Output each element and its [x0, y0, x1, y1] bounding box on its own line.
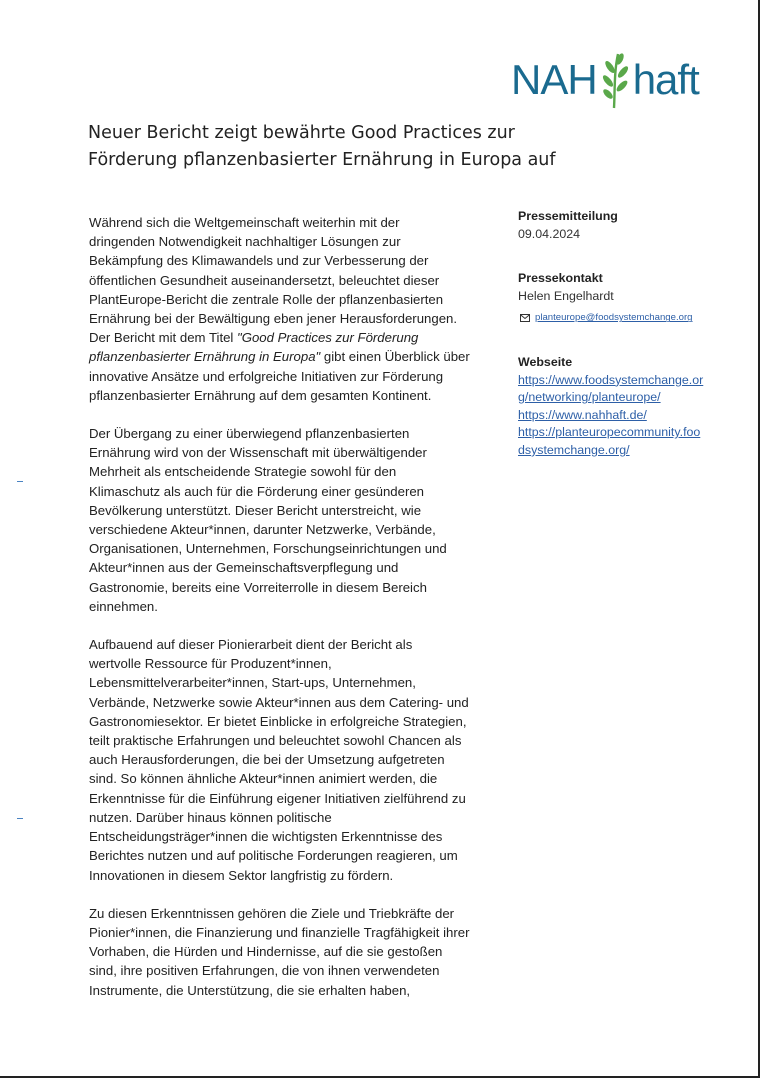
text-line: Instrumente, die Unterstützung, die sie erhalten haben,	[89, 982, 411, 998]
website-link-foodsystemchange-cont[interactable]: g/networking/planteurope/	[518, 390, 661, 405]
text-line: einnehmen.	[89, 598, 158, 614]
press-contact	[518, 270, 718, 327]
leaf-icon	[598, 50, 632, 110]
logo-text-left: NAH	[511, 56, 597, 103]
text-line: Lebensmittelverarbeiter*innen, Start-ups, Unternehmen,	[89, 675, 416, 691]
release-date: 09.04.2024	[518, 226, 581, 241]
website-info	[518, 354, 718, 460]
paragraph-1	[89, 213, 489, 405]
website-link-foodsystemchange[interactable]: https://www.foodsystemchange.or	[518, 372, 704, 387]
text-line: Pionier*innen, die Finanzierung und finanzielle Tragfähigkeit ihrer	[89, 924, 470, 940]
text-line: Bekämpfung des Klimawandels und zur Verbesserung der	[89, 253, 429, 269]
text-line: Erkenntnisse für die Einführung eigener Initiativen zielführend zu	[89, 790, 466, 806]
press-heading: Pressemitteilung	[518, 209, 618, 223]
paragraph-3	[89, 635, 489, 885]
text-line: wertvolle Ressource für Produzent*innen,	[89, 656, 332, 672]
text-line: öffentlichen Gesundheit auseinandersetzt, beleuchtet dieser	[89, 272, 440, 288]
text-line: pflanzenbasierter Ernährung in Europa" gibt einen Überblick über	[89, 349, 470, 365]
margin-marker	[17, 818, 23, 819]
text-line: Entscheidungsträger*innen die wichtigsten Erkenntnisse des	[89, 829, 443, 845]
mail-icon	[520, 314, 530, 322]
text-line: Mehrheit als entscheidende Strategie sowohl für den	[89, 464, 397, 480]
paragraph-2	[89, 424, 489, 616]
text-line: PlantEurope-Bericht die zentrale Rolle der pflanzenbasierten	[89, 291, 444, 307]
text-line: Gastronomiesektor. Er bietet Einblicke in erfolgreiche Strategien,	[89, 713, 467, 729]
text-line: pflanzenbasierter Ernährung auf dem gesamten Kontinent.	[89, 387, 432, 403]
text-line: nutzen. Darüber hinaus können politische	[89, 809, 332, 825]
text-line: Während sich die Weltgemeinschaft weiterhin mit der	[89, 215, 400, 230]
text-line: Zu diesen Erkenntnissen gehören die Ziele und Triebkräfte der	[89, 905, 455, 921]
website-heading: Webseite	[518, 354, 573, 369]
text-line: Gastronomie, bereits eine Vorreiterrolle in diesem Bereich	[89, 579, 427, 595]
contact-name: Helen Engelhardt	[518, 288, 614, 303]
text-line: Aufbauend auf dieser Pionierarbeit dient der Bericht als	[89, 637, 413, 653]
sidebar	[518, 208, 718, 487]
text-line: teilt praktische Erfahrungen und beleuchtet sowohl Chancen als	[89, 733, 462, 749]
logo-text-right: haft	[632, 56, 699, 103]
nahhaft-logo	[511, 50, 699, 110]
text-line: verschiedene Akteur*innen, darunter Netzwerke, Verbände,	[89, 522, 436, 538]
text-line: Berichtes nutzen und auf politische Forderungen reagieren, um	[89, 848, 458, 864]
text-line: Akteur*innen aus der Gemeinschaftsverpflegung und	[89, 560, 399, 576]
text-line: Ernährung wird von der Wissenschaft mit überwältigender	[89, 445, 427, 461]
text-line: Ernährung bei der Bewältigung eben jener Herausforderungen.	[89, 311, 458, 327]
website-link-community-cont[interactable]: dsystemchange.org/	[518, 442, 630, 457]
text-line: Innovationen in diesem Sektor langfristig zu fördern.	[89, 867, 394, 883]
contact-heading: Pressekontakt	[518, 271, 603, 286]
body-text	[89, 213, 489, 1019]
email-link[interactable]: planteurope@foodsystemchange.org	[535, 312, 693, 324]
website-link-nahhaft[interactable]: https://www.nahhaft.de/	[518, 407, 647, 422]
contact-email	[518, 309, 718, 327]
title-line: Förderung pflanzenbasierter Ernährung in Europa auf	[88, 150, 556, 170]
text-line: Organisationen, Unternehmen, Forschungseinrichtungen und	[89, 541, 447, 557]
text-line: Der Bericht mit dem Titel "Good Practices zur Förderung	[89, 330, 419, 346]
text-line: dringenden Notwendigkeit nachhaltiger Lösungen zur	[89, 234, 401, 250]
text-line: Bevölkerung unterstützt. Dieser Bericht unterstreicht, wie	[89, 502, 422, 518]
press-info	[518, 208, 718, 243]
text-line: sind. So können ähnliche Akteur*innen animiert werden, die	[89, 771, 438, 787]
paragraph-4	[89, 904, 489, 1000]
text-line: sind, ihre positiven Erfahrungen, die von ihnen verwendeten	[89, 963, 440, 979]
website-link-community[interactable]: https://planteuropecommunity.foo	[518, 425, 701, 440]
text-line: Klimaschutz als auch für die Förderung einer gesünderen	[89, 483, 425, 499]
text-line: auch Herausforderungen, die bei der Umsetzung aufgetreten	[89, 752, 445, 768]
text-line: Vorhaben, die Hürden und Hindernisse, auf die sie gestoßen	[89, 944, 443, 960]
press-release-title	[88, 120, 558, 174]
text-line: innovative Ansätze und erfolgreiche Initiativen zur Förderung	[89, 368, 444, 384]
text-line: Verbände, Netzwerke sowie Akteur*innen aus dem Catering- und	[89, 694, 469, 710]
text-line: Der Übergang zu einer überwiegend pflanzenbasierten	[89, 426, 410, 442]
margin-marker	[17, 481, 23, 482]
title-line: Neuer Bericht zeigt bewährte Good Practices zur	[88, 123, 515, 143]
